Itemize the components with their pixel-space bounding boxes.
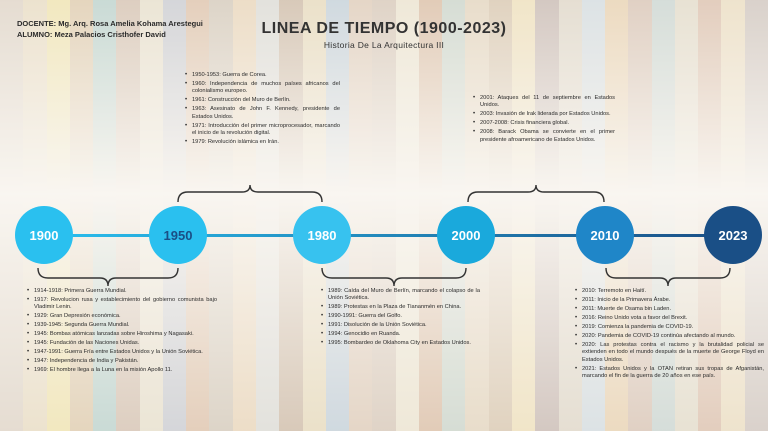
year-node-2023: 2023 [704,206,762,264]
page-subtitle: Historia De La Arquitectura III [323,40,445,50]
docente-line: DOCENTE: Mg. Arq. Rosa Amelia Kohama Arestegui [17,19,203,28]
event-item: • 1979: Revolución islámica en Irán. [192,139,340,146]
event-item: • 1989: Protestas en la Plaza de Tiananmén en China. [328,304,480,311]
event-item: • 1917: Revolucion rusa y establecimiento del gobierno comunista bajo Vladimir Lenin. [34,297,217,312]
event-item: • 2016: Reino Unido vota a favor del Brexit. [582,315,764,322]
event-item: • 2008: Barack Obama se convierte en el primer presidente afroamericano de Estados Unidos. [480,129,615,144]
year-node-1980: 1980 [293,206,351,264]
event-item: • 1969: El hombre llega a la Luna en la misión Apollo 11. [34,367,217,374]
events-2010-list [572,288,764,382]
event-item: • 1961: Construcción del Muro de Berlín. [192,97,340,104]
event-item: • 1989: Caída del Muro de Berlín, marcando el colapso de la Unión Soviética. [328,288,480,303]
alumno-line: ALUMNO: Meza Palacios Cristhofer David [17,30,166,39]
event-item: • 1994: Genocidio en Ruanda. [328,331,480,338]
year-node-2000: 2000 [437,206,495,264]
brace-2000-2010 [466,184,606,204]
events-1950-list [182,72,340,148]
year-node-1950: 1950 [149,206,207,264]
event-item: • 2011: Inicio de la Primavera Árabe. [582,297,764,304]
event-item: • 1960: Independencia de muchos países africanos del colonialismo europeo. [192,81,340,96]
brace-2010-2023 [604,266,732,288]
event-item: • 1945: Bombas atómicas lanzadas sobre Hiroshima y Nagasaki. [34,331,217,338]
page-title: LINEA DE TIEMPO (1900-2023) [261,20,507,37]
event-item: • 1991: Disolución de la Unión Soviética. [328,322,480,329]
event-item: • 2010: Terremoto en Haití. [582,288,764,295]
event-item: • 2001: Ataques del 11 de septiembre en Estados Unidos. [480,95,615,110]
brace-1900-1950 [36,266,180,288]
event-item: • 1950-1953: Guerra de Corea. [192,72,340,79]
event-item: • 1963: Asesinato de John F. Kennedy, presidente de Estados Unidos. [192,106,340,121]
event-item: • 1995: Bombardeo de Oklahoma City en Estados Unidos. [328,340,480,347]
events-1980-list [318,288,480,349]
event-item: • 1939-1945: Segunda Guerra Mundial. [34,322,217,329]
event-item: • 1945: Fundación de las Naciones Unidas. [34,340,217,347]
event-item: • 2007-2008: Crisis financiera global. [480,120,615,127]
event-item: • 1947: Independencia de India y Pakistán. [34,358,217,365]
event-item: • 1971: Introducción del primer microprocesador, marcando el inicio de la revolución digital. [192,123,340,138]
year-node-2010: 2010 [576,206,634,264]
brace-1980-2000 [320,266,468,288]
events-1900-list [24,288,217,376]
year-node-1900: 1900 [15,206,73,264]
event-item: • 2019: Comienza la pandemia de COVID-19. [582,324,764,331]
event-item: • 1990-1991: Guerra del Golfo. [328,313,480,320]
events-2000-list [470,95,615,146]
event-item: • 2011: Muerte de Osama bin Laden. [582,306,764,313]
event-item: • 2020: Las protestas contra el racismo y la brutalidad policial se extienden en todo el mundo después de la muerte de George Floyd en Estados Unidos. [582,342,764,364]
brace-1950-1980 [176,184,324,204]
event-item: • 1914-1918: Primera Guerra Mundial. [34,288,217,295]
event-item: • 2021: Estados Unidos y la OTAN retiran sus tropas de Afganistán, marcando el fin de la guerra de 20 años en ese país. [582,366,764,381]
event-item: • 1947-1991: Guerra Fría entre Estados Unidos y la Unión Soviética. [34,349,217,356]
event-item: • 2003: Invasión de Irak liderada por Estados Unidos. [480,111,615,118]
event-item: • 2020: Pandemia de COVID-19 continúa afectando al mundo. [582,333,764,340]
event-item: • 1929: Gran Depresión económica. [34,313,217,320]
